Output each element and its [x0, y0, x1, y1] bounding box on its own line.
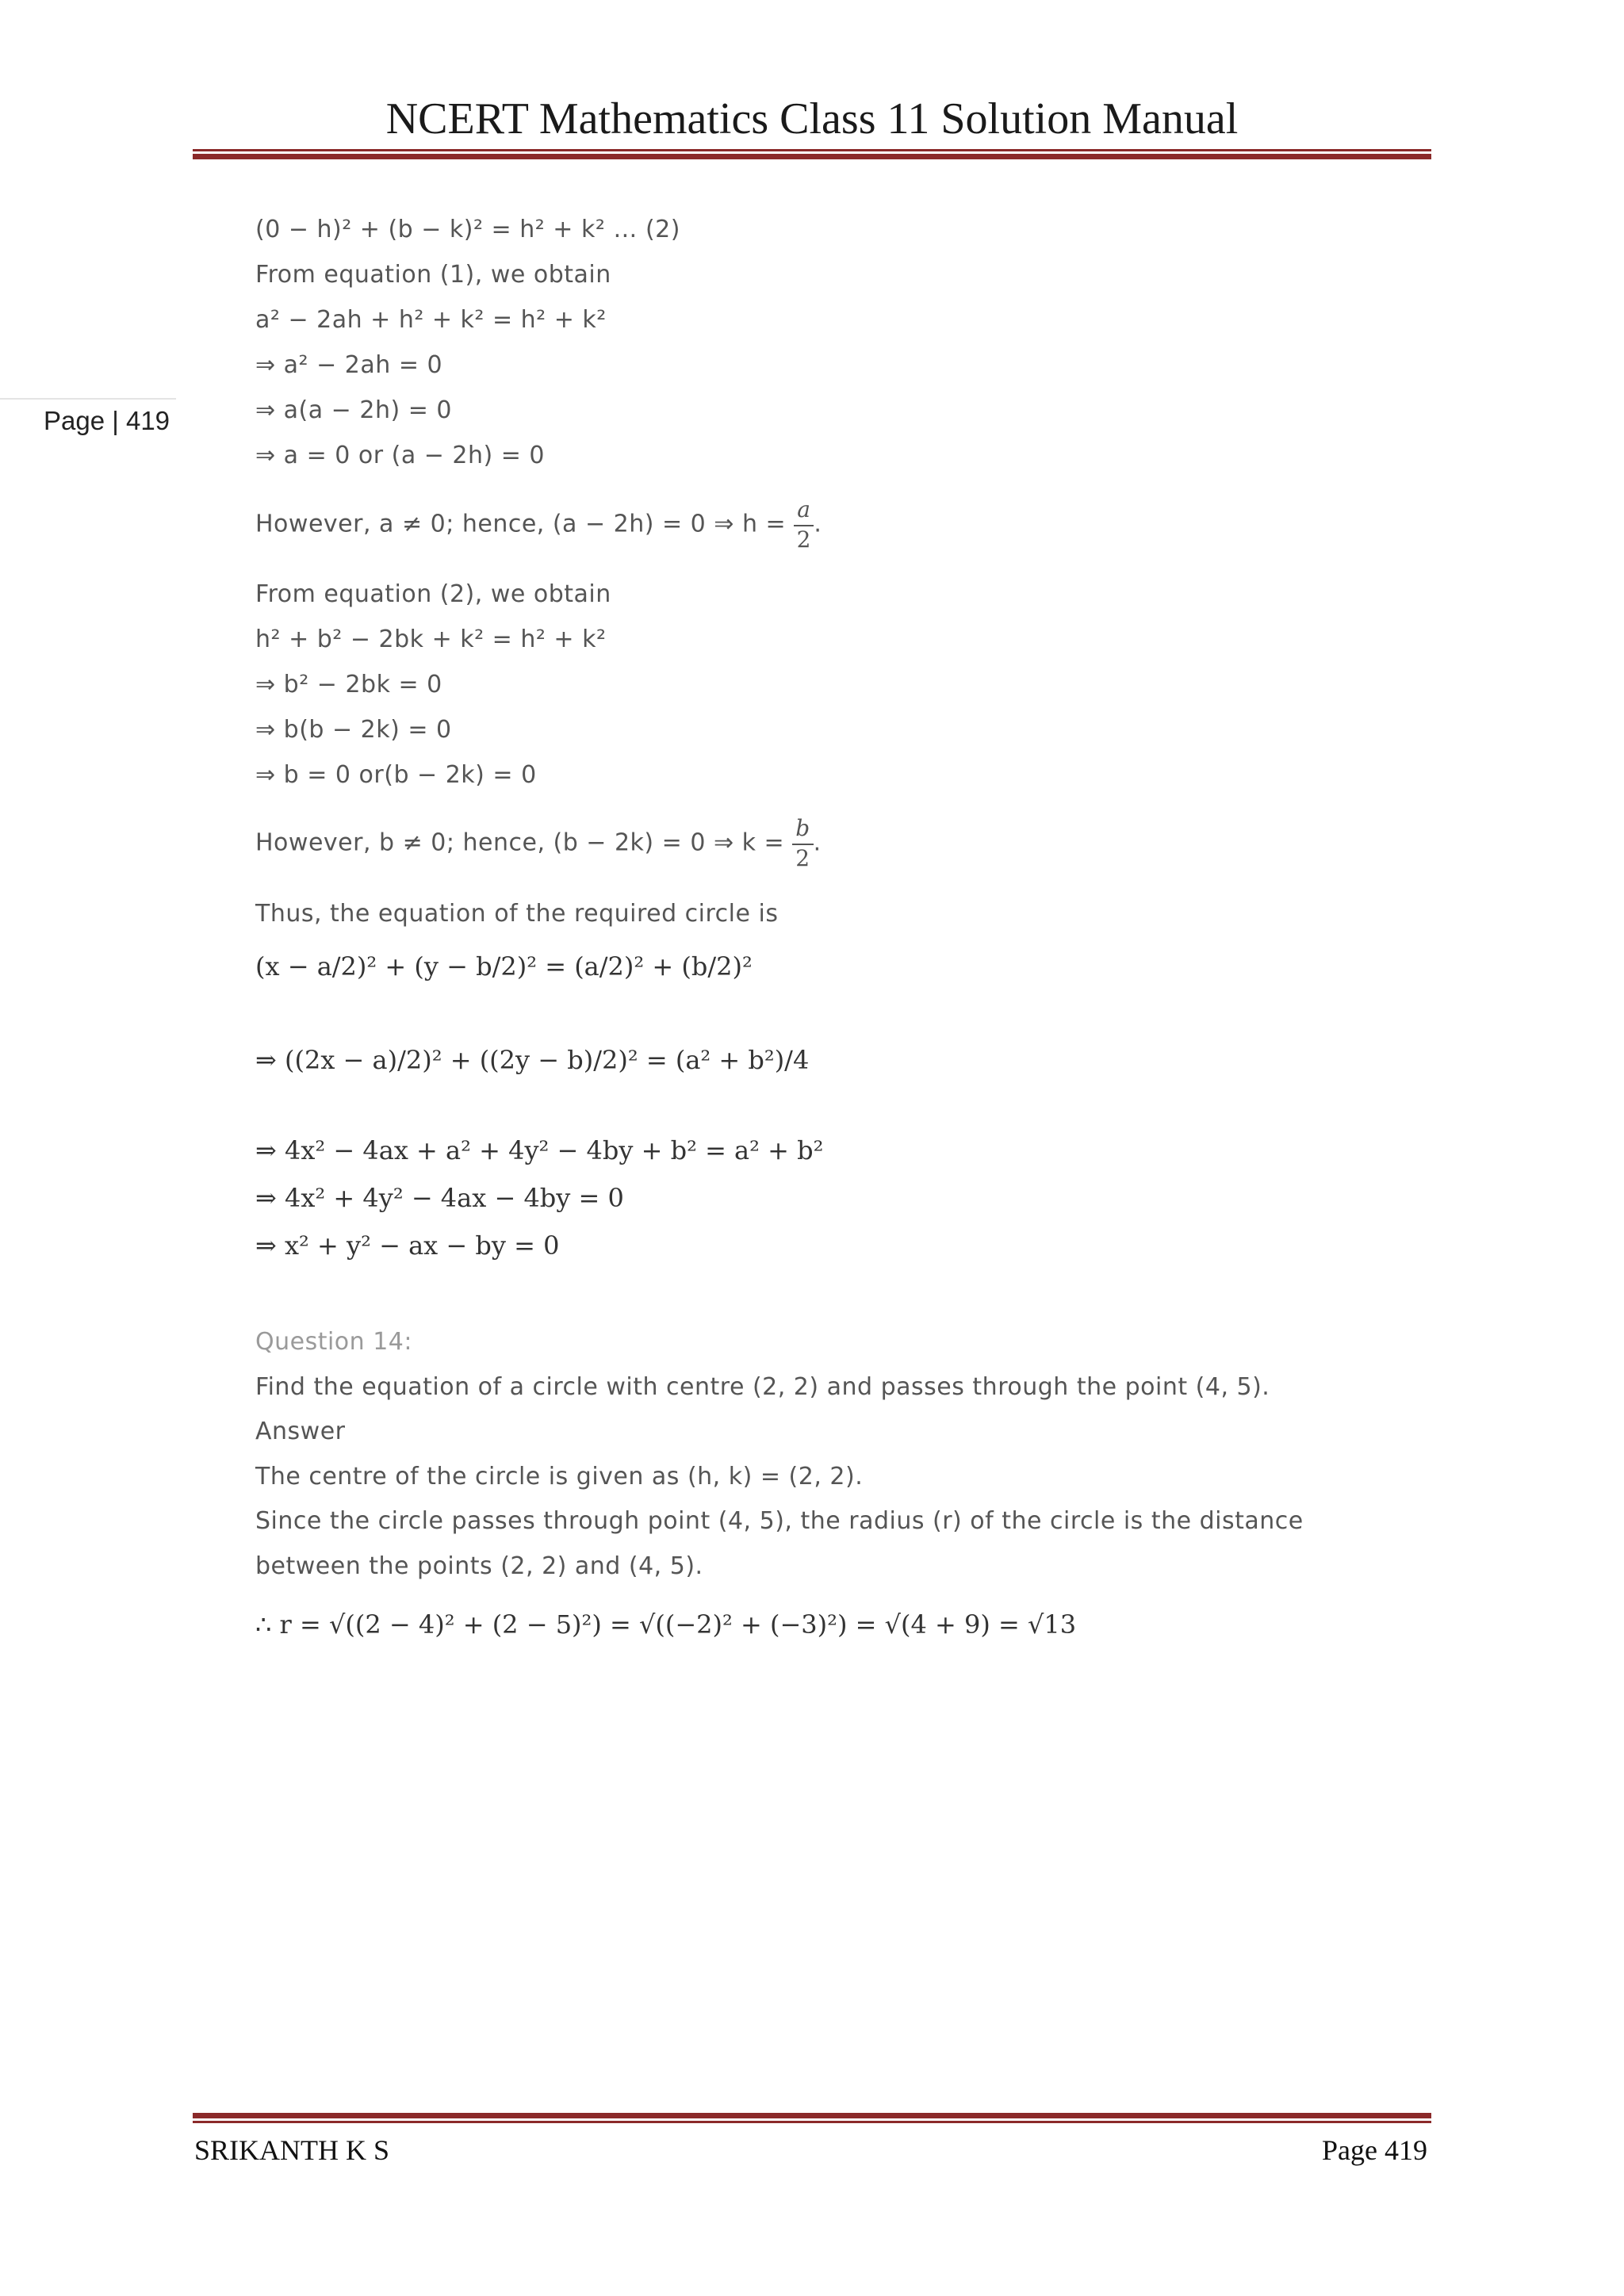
thus-line: Thus, the equation of the required circle is — [255, 900, 779, 928]
step-a-3: ⇒ a(a − 2h) = 0 — [255, 396, 452, 424]
step-a-1: a² − 2ah + h² + k² = h² + k² — [255, 306, 607, 334]
radius-line-2: between the points (2, 2) and (4, 5). — [255, 1552, 703, 1580]
fraction-a-over-2 — [794, 496, 814, 553]
equation-line-5: ⇒ x² + y² − ax − by = 0 — [255, 1230, 560, 1261]
from-equation-2: From equation (2), we obtain — [255, 580, 611, 608]
step-b-2: ⇒ b² − 2bk = 0 — [255, 671, 442, 698]
footer-author: SRIKANTH K S — [194, 2134, 390, 2166]
margin-page-number: Page | 419 — [44, 406, 170, 435]
however-b-line: However, b ≠ 0; hence, (b − 2k) = 0 ⇒ k = $\frac{b}{2}$ . — [255, 815, 822, 871]
step-b-1: h² + b² − 2bk + k² = h² + k² — [255, 626, 607, 653]
footer-rule-thin — [193, 2121, 1431, 2123]
fraction-denominator: 2 — [796, 526, 811, 553]
page-title: NCERT Mathematics Class 11 Solution Manual — [385, 94, 1239, 144]
margin-divider — [0, 398, 176, 400]
header-rule-thin — [193, 149, 1431, 151]
step-b-3: ⇒ b(b − 2k) = 0 — [255, 716, 452, 744]
fraction-numerator: b — [792, 815, 813, 845]
step-a-4: ⇒ a = 0 or (a − 2h) = 0 — [255, 442, 546, 469]
radius-line-1: Since the circle passes through point (4, 5), the radius (r) of the circle is the distance — [255, 1507, 1304, 1535]
fraction-denominator: 2 — [795, 845, 810, 871]
footer-page-number: Page 419 — [1322, 2134, 1427, 2166]
question-text: Find the equation of a circle with centre (2, 2) and passes through the point (4, 5). — [255, 1373, 1270, 1401]
expanded-equation: ⇒ ((2x − a)/2)² + ((2y − b)/2)² = (a² + b²)/4 — [255, 1045, 810, 1075]
step-b-4: ⇒ b = 0 or(b − 2k) = 0 — [255, 761, 537, 789]
fraction-b-over-2 — [792, 815, 813, 872]
fraction-numerator: a — [794, 496, 814, 526]
centre-line: The centre of the circle is given as (h, k) = (2, 2). — [255, 1463, 864, 1490]
circle-equation: (x − a/2)² + (y − b/2)² = (a/2)² + (b/2)² — [255, 951, 753, 982]
equation-line-4: ⇒ 4x² + 4y² − 4ax − 4by = 0 — [255, 1183, 624, 1213]
question-label: Question 14: — [255, 1328, 412, 1356]
equation-2: (0 − h)² + (b − k)² = h² + k² … (2) — [255, 216, 680, 243]
step-a-2: ⇒ a² − 2ah = 0 — [255, 351, 443, 379]
from-equation-1: From equation (1), we obtain — [255, 261, 611, 289]
radius-equation: ∴ r = √((2 − 4)² + (2 − 5)²) = √((−2)² + (−3)²) = √(4 + 9) = √13 — [255, 1609, 1077, 1640]
equation-line-3: ⇒ 4x² − 4ax + a² + 4y² − 4by + b² = a² + b² — [255, 1135, 824, 1165]
answer-label: Answer — [255, 1418, 346, 1445]
footer-rule-thick — [193, 2113, 1431, 2118]
however-a-line: However, a ≠ 0; hence, (a − 2h) = 0 ⇒ h = $\frac{a}{2}$ . — [255, 496, 822, 553]
header-rule-thick — [193, 154, 1431, 159]
however-a-text: However, a ≠ 0; hence, (a − 2h) = 0 ⇒ h = — [255, 510, 787, 538]
however-b-text: However, b ≠ 0; hence, (b − 2k) = 0 ⇒ k = — [255, 828, 785, 857]
